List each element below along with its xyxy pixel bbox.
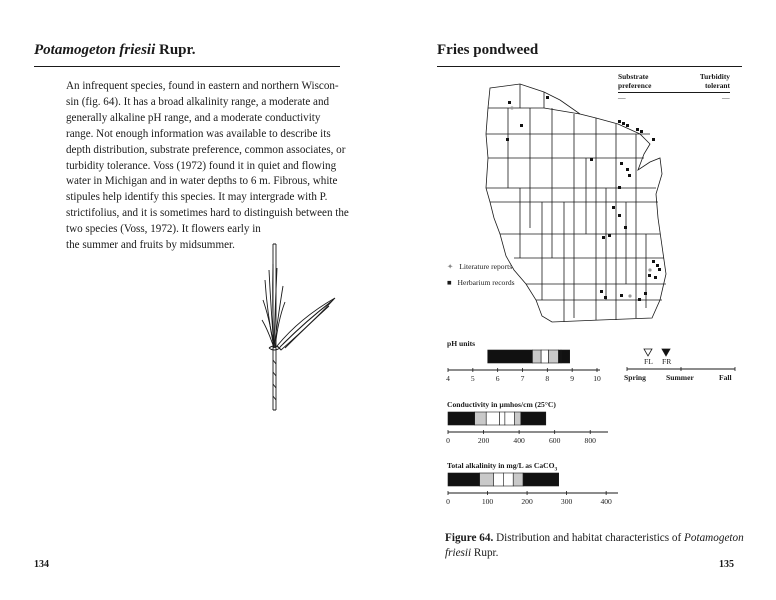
text-line: the summer and fruits by midsummer.: [66, 239, 235, 252]
fall-label: Fall: [719, 373, 732, 382]
ph-title: pH units: [447, 339, 476, 348]
conductivity-segment: [521, 412, 546, 425]
turbidity-line2: tolerant: [704, 80, 730, 90]
alkalinity-segment: [503, 473, 513, 486]
alkalinity-tick-label: 200: [521, 497, 533, 506]
right-title-rule: [437, 66, 742, 67]
alkalinity-segment: [493, 473, 503, 486]
substrate-line1: Substrate: [618, 72, 649, 81]
legend-literature-label: Literature reports: [459, 262, 513, 271]
conductivity-segment: [515, 412, 521, 425]
species-author: Rupr.: [159, 42, 196, 58]
fruiting-marker-icon: [662, 349, 670, 356]
ph-tick-label: 9: [570, 374, 575, 383]
alkalinity-title-sub: 3: [554, 466, 558, 473]
conductivity-tick-label: 600: [548, 436, 561, 445]
ph-segment: [549, 350, 559, 363]
alkalinity-title-text: Total alkalinity in mg/L as CaCO: [447, 461, 555, 470]
plant-illustration: [245, 240, 355, 420]
substrate-line2: preference: [618, 80, 652, 90]
ph-segment: [541, 350, 548, 363]
text-line: two species (Voss, 1972). It flowers early in: [66, 223, 261, 236]
herbarium-points: [506, 96, 661, 301]
alkalinity-tick-label: 300: [560, 497, 573, 506]
ph-tick-label: 4: [446, 374, 450, 383]
conductivity-tick-label: 0: [446, 436, 450, 445]
conductivity-segments: [448, 412, 546, 425]
herbarium-symbol-icon: ■: [447, 278, 452, 287]
ph-segment: [559, 350, 561, 363]
conductivity-tick-label: 200: [477, 436, 490, 445]
ph-tick-label: 6: [495, 374, 500, 383]
fr-label: FR: [662, 357, 672, 366]
text-line: An infrequent species, found in eastern and northern Wiscon-: [66, 80, 339, 92]
spring-label: Spring: [624, 373, 646, 382]
right-page-number: 135: [719, 559, 734, 570]
substrate-value: —: [618, 93, 626, 102]
conductivity-tick-label: 400: [513, 436, 525, 445]
species-title: [34, 42, 196, 59]
alkalinity-tick-label: 400: [600, 497, 612, 506]
figure-caption: [445, 531, 745, 560]
left-page-number: 134: [34, 559, 49, 570]
literature-symbol-icon: ✦: [447, 262, 454, 271]
ph-tick-label: 7: [520, 374, 525, 383]
turbidity-line1: Turbidity: [699, 72, 730, 81]
caption-label: Figure 64.: [445, 532, 494, 544]
turbidity-value: —: [722, 93, 730, 102]
ph-segments: [488, 350, 570, 363]
conductivity-segment: [500, 412, 505, 425]
conductivity-segment: [475, 412, 487, 425]
species-description: [66, 79, 356, 254]
legend-literature: [447, 262, 512, 271]
alkalinity-bar-chart: [440, 471, 620, 507]
wisconsin-county-map: [480, 78, 680, 328]
ph-segment: [532, 350, 541, 363]
flowering-marker-icon: [644, 349, 652, 356]
summer-label: Summer: [666, 373, 694, 382]
alkalinity-segment: [513, 473, 523, 486]
ph-segment: [561, 350, 570, 363]
ph-bar-chart: [440, 348, 620, 384]
common-name-title: Fries pondweed: [437, 42, 539, 58]
alkalinity-segment: [480, 473, 494, 486]
conductivity-title: Conductivity in µmhos/cm (25°C): [447, 400, 556, 409]
caption-text: Distribution and habitat characteristics of: [493, 532, 685, 544]
alkalinity-segment: [523, 473, 559, 486]
text-line: depth distribution, substrate preference, common associates, or: [66, 143, 346, 156]
ph-segment: [488, 350, 533, 363]
ph-tick-label: 8: [545, 374, 550, 383]
text-line: range. Not enough information was available to describe its: [66, 127, 331, 140]
legend-herbarium-label: Herbarium records: [457, 278, 515, 287]
alkalinity-segment: [448, 473, 480, 486]
ph-tick-label: 5: [470, 374, 475, 383]
alkalinity-tick-label: 0: [446, 497, 450, 506]
conductivity-segment: [448, 412, 475, 425]
text-line: sin (fig. 64). It has a broad alkalinity range, a moderate and: [66, 95, 330, 108]
text-line: stipules help identify this species. It may intergrade with P.: [66, 191, 328, 204]
caption-author: Rupr.: [471, 546, 499, 559]
conductivity-tick-label: 800: [584, 436, 596, 445]
alkalinity-tick-label: 100: [481, 497, 494, 506]
conductivity-segment: [505, 412, 515, 425]
species-name: Potamogeton friesii: [34, 42, 156, 58]
text-line: strictifolius, and it is sometimes hard to distinguish between the: [66, 207, 349, 220]
caption-species: Potamogeton friesii: [445, 532, 744, 559]
fl-label: FL: [644, 357, 653, 366]
alkalinity-segments: [448, 473, 559, 486]
conductivity-segment: [486, 412, 499, 425]
conductivity-bar-chart: [440, 410, 620, 446]
legend-herbarium: [447, 278, 515, 287]
text-line: turbidity tolerance. Voss (1972) found it in quiet and flowing: [66, 159, 337, 172]
turbidity-heading: [690, 73, 730, 90]
left-title-rule: [34, 66, 340, 67]
ph-tick-label: 10: [593, 374, 601, 383]
text-line: generally alkaline pH range, and a moderate conductivity: [66, 111, 321, 124]
text-line: water in Michigan and in water depths to 6 m. Fibrous, white: [66, 175, 338, 188]
